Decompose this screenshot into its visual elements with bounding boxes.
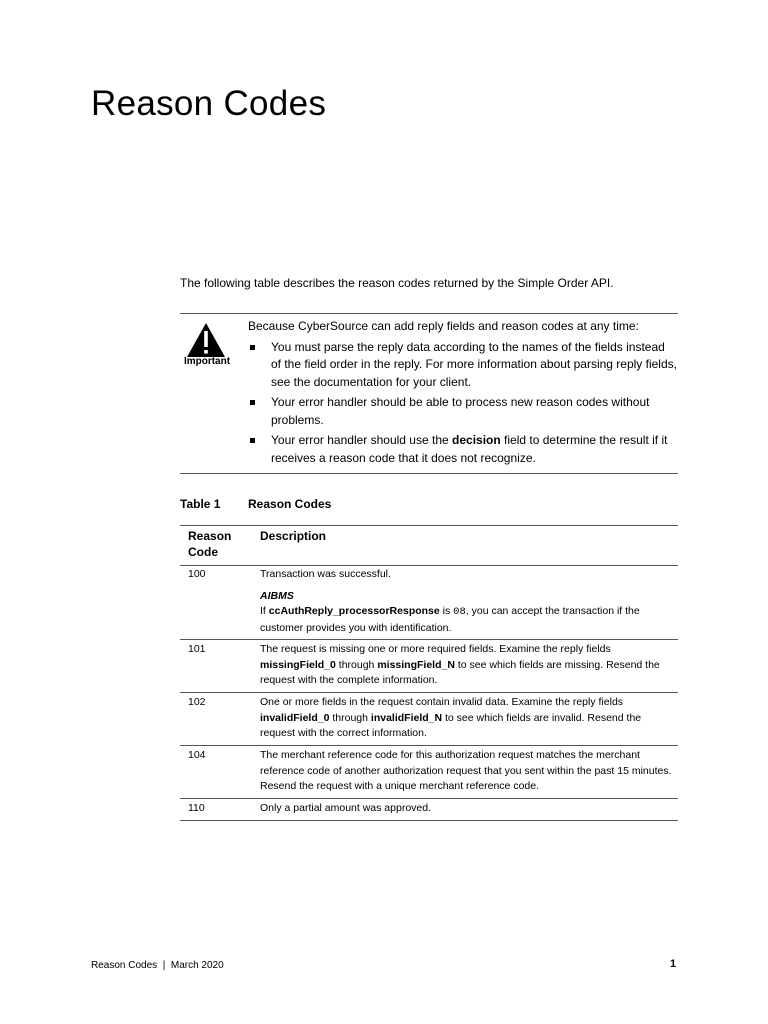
note-bullet	[248, 432, 678, 467]
bullet-square-icon	[250, 438, 255, 443]
field-name: missingField_N	[377, 658, 455, 671]
note-lead: Because CyberSource can add reply fields and reason codes at any time:	[248, 319, 639, 333]
table-header-rule	[180, 565, 678, 566]
important-label: Important	[183, 356, 231, 367]
table-row	[260, 642, 678, 689]
note-bullet-text: You must parse the reply data according to the names of the fields instead of the field order in the reply. For more information about parsing reply fields, see the documentation for your client.	[271, 339, 677, 389]
column-header-reason-code: Reason Code	[188, 529, 232, 559]
row-description: Only a partial amount was approved.	[260, 802, 432, 814]
note-bullet	[248, 394, 678, 429]
note-bullet-text: Your error handler should use the decision field to determine the result if it receives a reason code that it does not recognize.	[271, 433, 668, 465]
row-description: If ccAuthReply_processorResponse is 08, you can accept the transaction if the customer provides you with identification.	[260, 605, 640, 634]
intro-text: The following table describes the reason codes returned by the Simple Order API.	[180, 276, 614, 290]
field-name: ccAuthReply_processorResponse	[268, 605, 440, 617]
note-bullet	[248, 339, 678, 392]
table-caption-title: Reason Codes	[248, 497, 332, 511]
table-top-rule	[180, 525, 678, 526]
row-code: 100	[188, 568, 206, 580]
warning-triangle-icon	[186, 322, 226, 358]
note-bullet-list	[248, 339, 678, 468]
table-row	[260, 567, 678, 636]
row-rule	[180, 692, 678, 693]
note-bottom-rule	[180, 473, 678, 474]
important-note	[248, 318, 678, 470]
footer-text: Reason Codes | March 2020	[91, 960, 224, 971]
row-description: The merchant reference code for this authorization request matches the merchant reference code of another authorization request that you sent within the past 15 minutes. Resend the request with a unique merchant reference code.	[260, 749, 672, 792]
bullet-square-icon	[250, 400, 255, 405]
processor-name: AIBMS	[260, 589, 294, 602]
row-description: Transaction was successful.	[260, 568, 391, 580]
row-code: 101	[188, 643, 206, 655]
table-bottom-rule	[180, 820, 678, 821]
row-rule	[180, 798, 678, 799]
page-title: Reason Codes	[91, 84, 327, 123]
table-caption-number: Table 1	[180, 497, 221, 511]
table-row	[260, 748, 678, 795]
row-code: 102	[188, 696, 206, 708]
note-top-rule	[180, 313, 678, 314]
field-name: invalidField_0	[260, 711, 330, 724]
row-code: 110	[188, 802, 205, 814]
row-rule	[180, 745, 678, 746]
response-value: 08	[453, 606, 466, 618]
field-name: invalidField_N	[370, 711, 443, 724]
decision-field-name: decision	[452, 433, 501, 447]
table-row	[260, 695, 678, 742]
note-bullet-text: Your error handler should be able to process new reason codes without problems.	[271, 395, 650, 427]
column-header-description: Description	[260, 529, 327, 543]
row-description: The request is missing one or more required fields. Examine the reply fields missingField_0 through missingField_N to see which fields are missing. Resend the request with the complete information.	[260, 643, 660, 686]
row-code: 104	[188, 749, 206, 761]
table-row	[260, 801, 678, 817]
row-rule	[180, 639, 678, 640]
field-name: missingField_0	[260, 658, 336, 671]
page-number: 1	[670, 958, 677, 970]
bullet-square-icon	[250, 345, 255, 350]
row-description: One or more fields in the request contain invalid data. Examine the reply fields invalidField_0 through invalidField_N to see which fields are invalid. Resend the request with the correct information.	[260, 696, 642, 739]
